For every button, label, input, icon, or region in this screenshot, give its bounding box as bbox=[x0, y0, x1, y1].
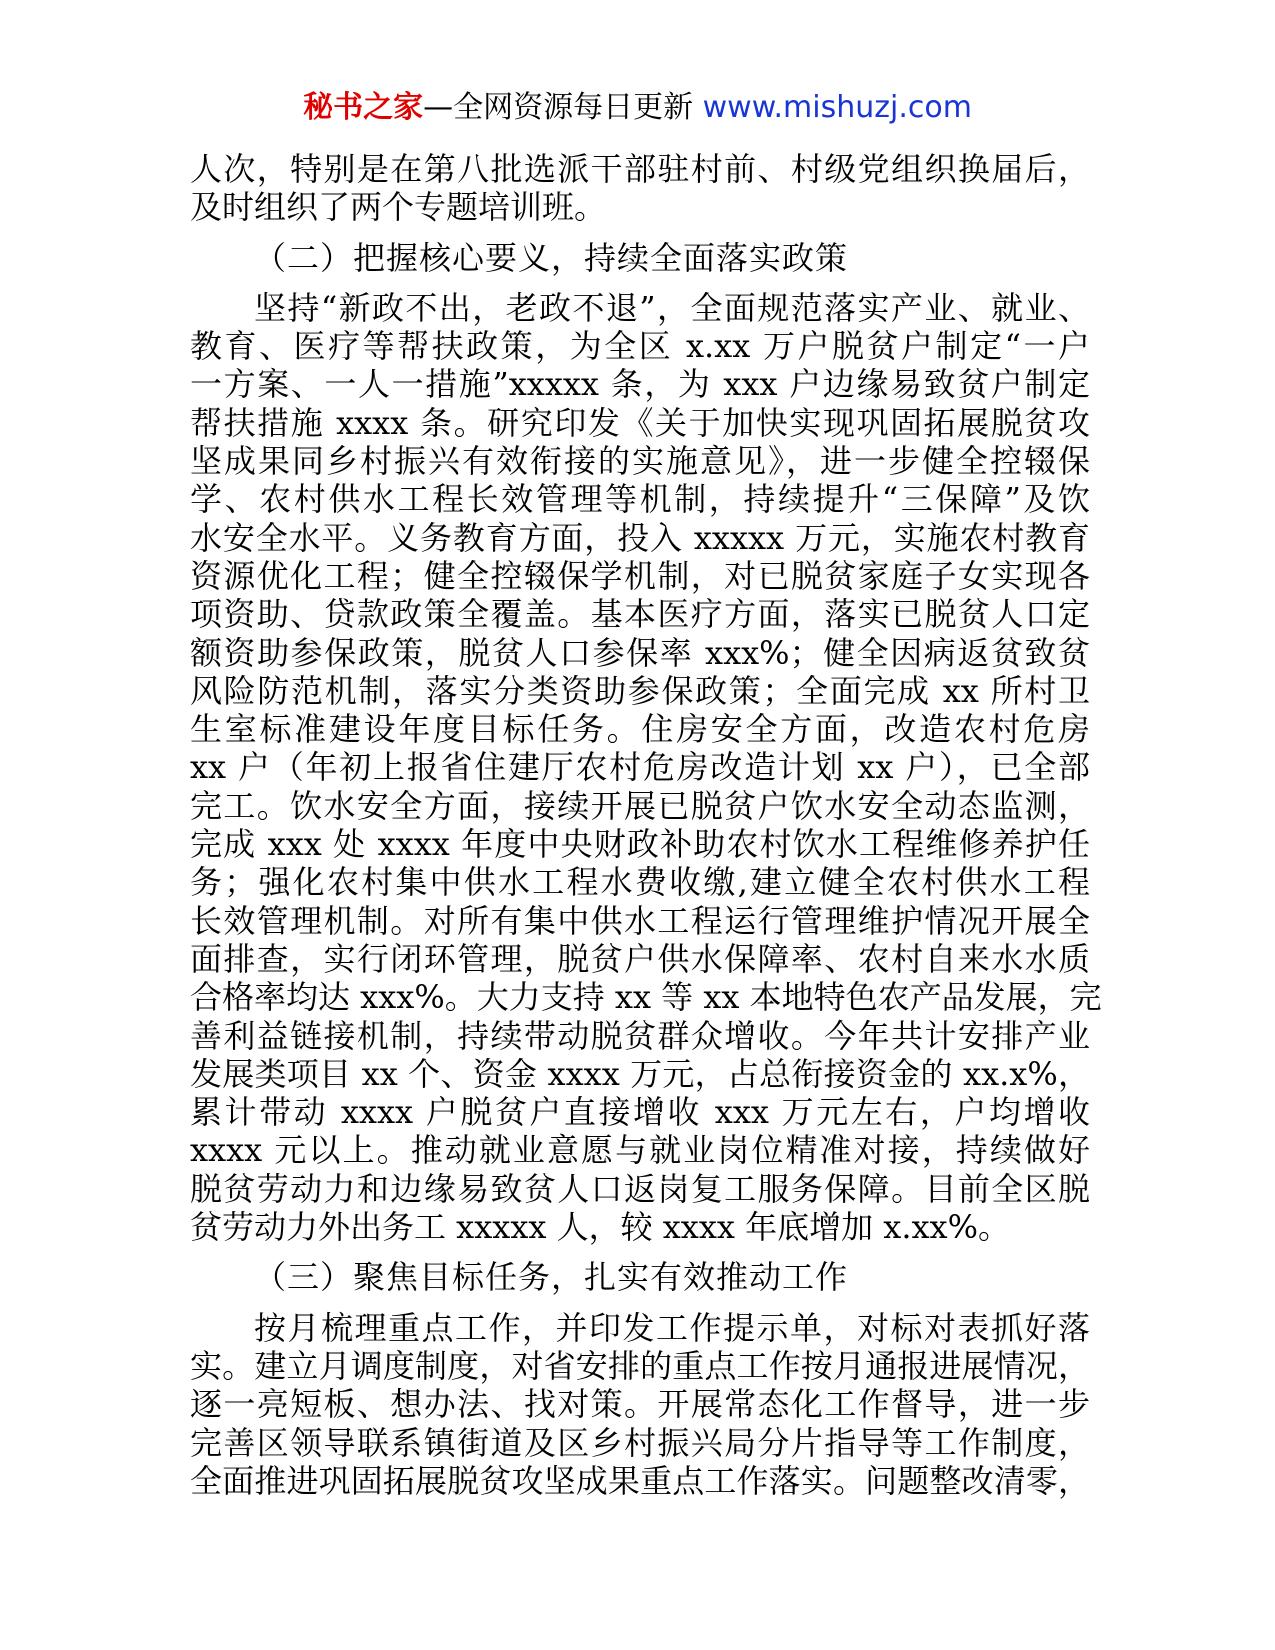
text-line: 坚持“新政不出，老政不退”，全面规范落实产业、就业、 bbox=[254, 288, 1090, 327]
paragraph-policy bbox=[190, 288, 1102, 1247]
text-line: 项资助、贷款政策全覆盖。基本医疗方面，落实已脱贫人口定 bbox=[190, 595, 1090, 634]
text-line: 务；强化农村集中供水工程水费收缴,建立健全农村供水工程 bbox=[190, 863, 1090, 902]
section-heading-3: （三）聚焦目标任务，扎实有效推动工作 bbox=[254, 1258, 849, 1297]
text-line: 及时组织了两个专题培训班。 bbox=[190, 188, 607, 227]
text-line: 善利益链接机制，持续带动脱贫群众增收。今年共计安排产业 bbox=[190, 1016, 1090, 1055]
text-line: 资源优化工程；健全控辍保学机制，对已脱贫家庭子女实现各 bbox=[190, 556, 1090, 595]
site-url-link[interactable]: www.mishuzj.com bbox=[702, 90, 972, 125]
banner-tagline: —全网资源每日更新 bbox=[423, 90, 703, 125]
brand-name: 秘书之家 bbox=[303, 90, 424, 125]
paragraph-tasks bbox=[190, 1309, 1090, 1500]
document-body bbox=[190, 150, 1102, 1500]
text-line: xxxx 元以上。推动就业意愿与就业岗位精准对接，持续做好 bbox=[190, 1131, 1090, 1170]
text-line: 累计带动 xxxx 户脱贫户直接增收 xxx 万元左右，户均增收 bbox=[190, 1093, 1090, 1132]
text-line: 一方案、一人一措施”xxxxx 条，为 xxx 户边缘易致贫户制定 bbox=[190, 365, 1090, 404]
text-line: 实。建立月调度制度，对省安排的重点工作按月通报进展情况， bbox=[190, 1346, 1090, 1385]
text-line: 学、农村供水工程长效管理等机制，持续提升“三保障”及饮 bbox=[190, 480, 1090, 519]
text-line: 长效管理机制。对所有集中供水工程运行管理维护情况开展全 bbox=[190, 901, 1090, 940]
text-line: 帮扶措施 xxxx 条。研究印发《关于加快实现巩固拓展脱贫攻 bbox=[190, 403, 1090, 442]
text-line: 水安全水平。义务教育方面，投入 xxxxx 万元，实施农村教育 bbox=[190, 518, 1090, 557]
text-line: 教育、医疗等帮扶政策，为全区 x.xx 万户脱贫户制定“一户 bbox=[190, 327, 1090, 366]
text-line: 完善区领导联系镇街道及区乡村振兴局分片指导等工作制度， bbox=[190, 1423, 1090, 1462]
text-line: 坚成果同乡村振兴有效衔接的实施意见》，进一步健全控辍保 bbox=[190, 442, 1090, 481]
text-line: 完成 xxx 处 xxxx 年度中央财政补助农村饮水工程维修养护任 bbox=[190, 825, 1090, 864]
text-line: 面排查，实行闭环管理，脱贫户供水保障率、农村自来水水质 bbox=[190, 939, 1090, 978]
text-line: 完工。饮水安全方面，接续开展已脱贫户饮水安全动态监测， bbox=[190, 786, 1090, 825]
text-line: 额资助参保政策，脱贫人口参保率 xxx%；健全因病返贫致贫 bbox=[190, 633, 1090, 672]
site-banner bbox=[0, 88, 1275, 128]
text-line: 贫劳动力外出务工 xxxxx 人，较 xxxx 年底增加 x.xx%。 bbox=[190, 1208, 1011, 1247]
text-line: 按月梳理重点工作，并印发工作提示单，对标对表抓好落 bbox=[254, 1308, 1090, 1347]
text-line: 发展类项目 xx 个、资金 xxxx 万元，占总衔接资金的 xx.x%， bbox=[190, 1054, 1090, 1093]
section-heading-2: （二）把握核心要义，持续全面落实政策 bbox=[254, 238, 849, 277]
text-line: 生室标准建设年度目标任务。住房安全方面，改造农村危房 bbox=[190, 710, 1090, 749]
text-line: 脱贫劳动力和边缘易致贫人口返岗复工服务保障。目前全区脱 bbox=[190, 1169, 1090, 1208]
text-line: 合格率均达 xxx%。大力支持 xx 等 xx 本地特色农产品发展，完 bbox=[190, 978, 1102, 1017]
text-line: xx 户（年初上报省住建厅农村危房改造计划 xx 户），已全部 bbox=[190, 748, 1090, 787]
text-line: 逐一亮短板、想办法、找对策。开展常态化工作督导，进一步 bbox=[190, 1385, 1090, 1424]
text-line: 全面推进巩固拓展脱贫攻坚成果重点工作落实。问题整改清零， bbox=[190, 1461, 1090, 1500]
text-line: 人次，特别是在第八批选派干部驻村前、村级党组织换届后， bbox=[190, 150, 1090, 188]
text-line: 风险防范机制，落实分类资助参保政策；全面完成 xx 所村卫 bbox=[190, 671, 1090, 710]
paragraph-continuation bbox=[190, 150, 1090, 227]
